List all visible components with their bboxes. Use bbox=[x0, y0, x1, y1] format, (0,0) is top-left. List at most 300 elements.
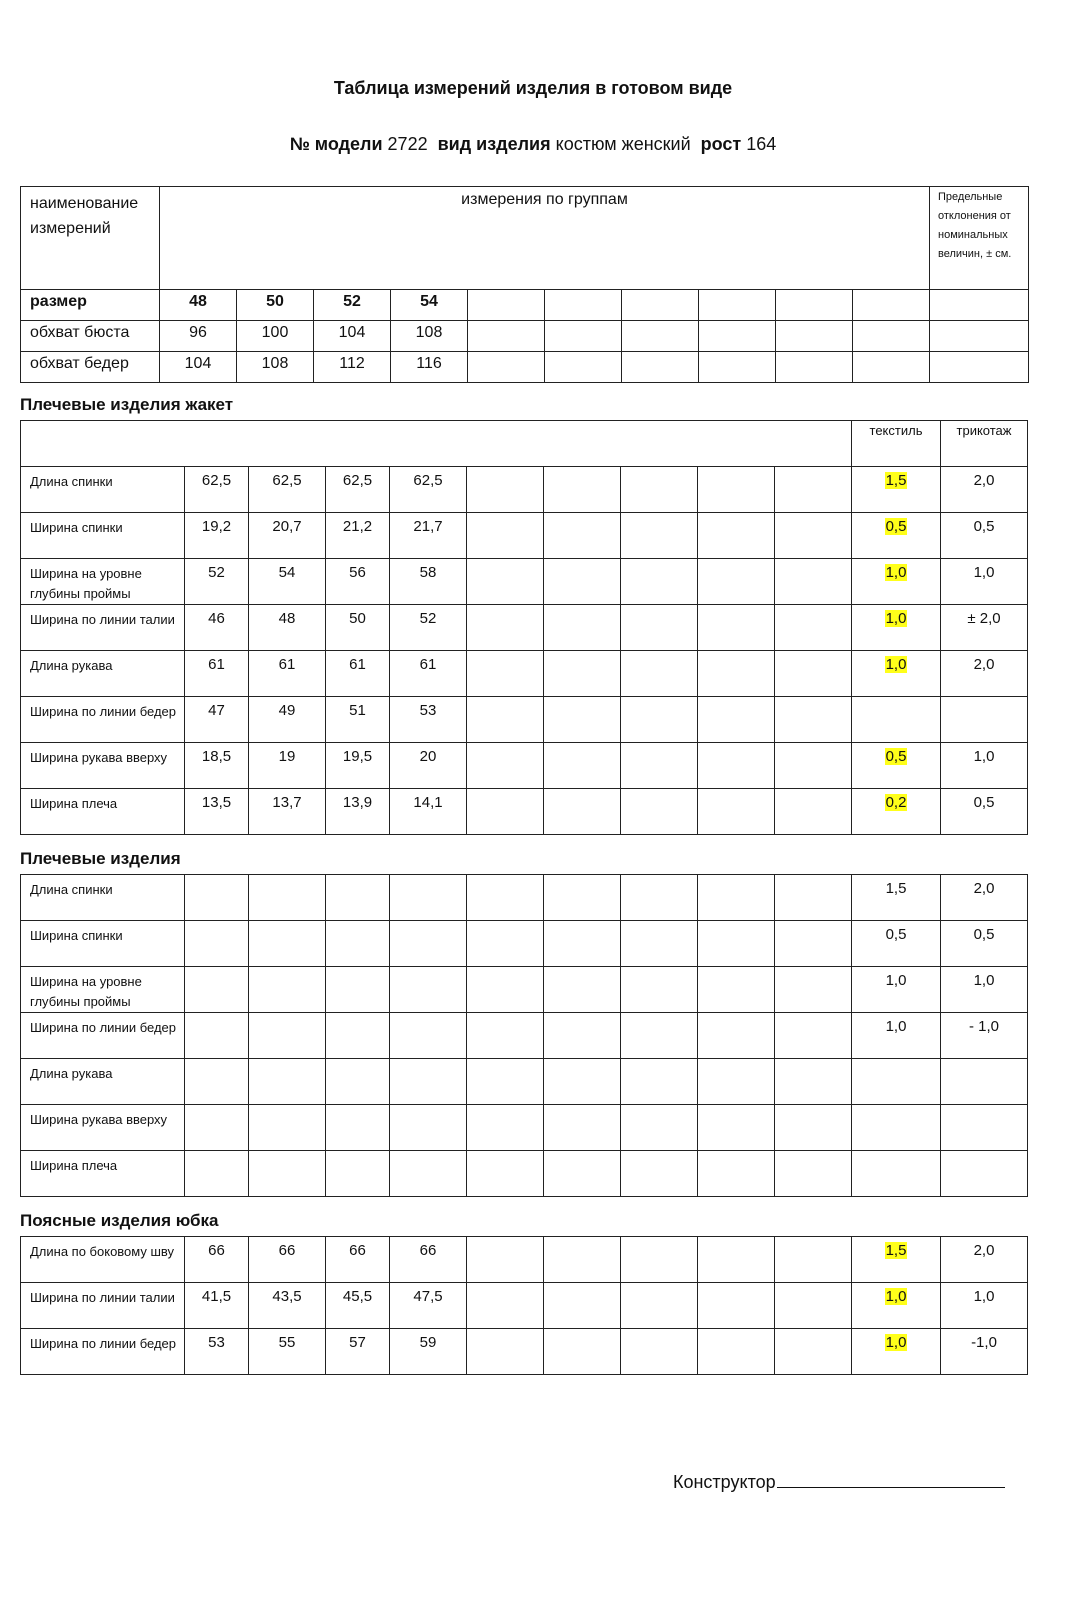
knit-cell-value: ± 2,0 bbox=[967, 610, 1001, 627]
table-row bbox=[21, 513, 1028, 559]
value-cell bbox=[544, 1151, 621, 1197]
table-row bbox=[21, 1105, 1028, 1151]
value-cell bbox=[621, 651, 698, 697]
value-cell bbox=[621, 1237, 698, 1283]
textile-cell bbox=[852, 467, 941, 513]
row-label: обхват бедер bbox=[21, 352, 160, 383]
value-cell: 13,5 bbox=[185, 789, 249, 835]
kind-label: вид изделия bbox=[437, 134, 551, 154]
value-cell bbox=[621, 1059, 698, 1105]
value-cell bbox=[467, 559, 544, 605]
summary-table bbox=[20, 186, 1029, 383]
table-row bbox=[21, 697, 1028, 743]
knit-cell-value: 0,5 bbox=[973, 518, 995, 535]
value-cell bbox=[544, 559, 621, 605]
value-cell bbox=[698, 1237, 775, 1283]
value-cell: 52 bbox=[185, 559, 249, 605]
deviation-cell bbox=[930, 290, 1029, 321]
value-cell bbox=[544, 1013, 621, 1059]
value-cell bbox=[621, 1151, 698, 1197]
value-cell bbox=[185, 921, 249, 967]
value-cell: 21,2 bbox=[326, 513, 390, 559]
height-value: 164 bbox=[746, 134, 777, 154]
value-cell bbox=[467, 875, 544, 921]
textile-cell-value: 1,0 bbox=[885, 1334, 907, 1351]
model-label: № модели bbox=[289, 134, 383, 154]
table-row bbox=[21, 1283, 1028, 1329]
value-cell: 50 bbox=[237, 290, 314, 321]
value-cell bbox=[390, 1059, 467, 1105]
textile-cell bbox=[852, 1059, 941, 1105]
value-cell: 108 bbox=[391, 321, 468, 352]
value-cell: 47 bbox=[185, 697, 249, 743]
value-cell bbox=[544, 605, 621, 651]
value-cell bbox=[621, 967, 698, 1013]
value-cell bbox=[249, 1105, 326, 1151]
value-cell: 66 bbox=[390, 1237, 467, 1283]
value-cell bbox=[467, 651, 544, 697]
value-cell bbox=[698, 1013, 775, 1059]
table-row bbox=[21, 1237, 1028, 1283]
value-cell: 54 bbox=[391, 290, 468, 321]
value-cell bbox=[467, 513, 544, 559]
value-cell bbox=[467, 1105, 544, 1151]
knit-cell-value: 1,0 bbox=[973, 1288, 995, 1305]
jacket-heading: Плечевые изделия жакет bbox=[20, 395, 234, 414]
value-cell bbox=[468, 290, 545, 321]
value-cell: 116 bbox=[391, 352, 468, 383]
textile-cell bbox=[852, 743, 941, 789]
value-cell bbox=[185, 1151, 249, 1197]
value-cell bbox=[698, 1329, 775, 1375]
table-row bbox=[21, 651, 1028, 697]
value-cell: 49 bbox=[249, 697, 326, 743]
value-cell: 53 bbox=[390, 697, 467, 743]
value-cell bbox=[621, 559, 698, 605]
value-cell bbox=[621, 1105, 698, 1151]
value-cell: 66 bbox=[249, 1237, 326, 1283]
value-cell bbox=[390, 1105, 467, 1151]
knit-cell-value: - 1,0 bbox=[968, 1018, 999, 1035]
textile-cell-value: 0,5 bbox=[885, 518, 907, 535]
value-cell bbox=[775, 1237, 852, 1283]
value-cell bbox=[621, 605, 698, 651]
textile-cell-value: 1,0 bbox=[885, 1288, 907, 1305]
value-cell: 56 bbox=[326, 559, 390, 605]
value-cell: 66 bbox=[185, 1237, 249, 1283]
value-cell: 52 bbox=[314, 290, 391, 321]
value-cell: 48 bbox=[249, 605, 326, 651]
textile-cell-value: 1,0 bbox=[885, 656, 907, 673]
textile-cell bbox=[852, 1329, 941, 1375]
skirt-heading: Поясные изделия юбка bbox=[20, 1211, 219, 1230]
table-row bbox=[21, 321, 1029, 352]
value-cell bbox=[545, 290, 622, 321]
value-cell bbox=[544, 1329, 621, 1375]
knit-cell-value: -1,0 bbox=[971, 1334, 997, 1351]
textile-cell-value: 0,2 bbox=[885, 794, 907, 811]
value-cell bbox=[390, 875, 467, 921]
textile-cell bbox=[852, 513, 941, 559]
shoulder-table bbox=[20, 874, 1028, 1197]
value-cell: 57 bbox=[326, 1329, 390, 1375]
value-cell bbox=[775, 1329, 852, 1375]
value-cell bbox=[467, 789, 544, 835]
value-cell: 96 bbox=[160, 321, 237, 352]
deviation-header: Предельные отклонения от номинальных величин, ± см. bbox=[930, 187, 1029, 290]
value-cell bbox=[775, 467, 852, 513]
knit-cell bbox=[941, 1237, 1028, 1283]
knit-cell bbox=[941, 559, 1028, 605]
row-label: Длина рукава bbox=[21, 1059, 185, 1105]
textile-cell-value: 1,0 bbox=[885, 610, 907, 627]
value-cell bbox=[544, 1237, 621, 1283]
value-cell bbox=[621, 513, 698, 559]
value-cell bbox=[775, 921, 852, 967]
row-label: Ширина рукава вверху bbox=[21, 1105, 185, 1151]
value-cell bbox=[544, 1059, 621, 1105]
signature bbox=[673, 1469, 1005, 1493]
knit-cell bbox=[941, 697, 1028, 743]
knit-cell bbox=[941, 651, 1028, 697]
value-cell bbox=[775, 605, 852, 651]
knit-cell bbox=[941, 467, 1028, 513]
value-cell: 53 bbox=[185, 1329, 249, 1375]
value-cell bbox=[775, 1105, 852, 1151]
value-cell bbox=[544, 743, 621, 789]
textile-cell bbox=[852, 789, 941, 835]
value-cell bbox=[467, 1329, 544, 1375]
textile-cell-value: 1,5 bbox=[885, 1242, 907, 1259]
value-cell bbox=[775, 875, 852, 921]
value-cell bbox=[698, 513, 775, 559]
table-row bbox=[21, 1013, 1028, 1059]
value-cell bbox=[249, 1013, 326, 1059]
value-cell bbox=[775, 1151, 852, 1197]
value-cell bbox=[698, 743, 775, 789]
value-cell bbox=[776, 352, 853, 383]
knit-cell bbox=[941, 513, 1028, 559]
value-cell: 61 bbox=[185, 651, 249, 697]
knit-cell bbox=[941, 743, 1028, 789]
value-cell bbox=[467, 743, 544, 789]
value-cell bbox=[775, 559, 852, 605]
knit-cell-value: 2,0 bbox=[973, 1242, 995, 1259]
value-cell bbox=[326, 967, 390, 1013]
value-cell bbox=[544, 1283, 621, 1329]
value-cell bbox=[776, 290, 853, 321]
textile-cell bbox=[852, 1105, 941, 1151]
value-cell: 48 bbox=[160, 290, 237, 321]
value-cell: 18,5 bbox=[185, 743, 249, 789]
skirt-table bbox=[20, 1236, 1028, 1375]
textile-cell-value: 1,5 bbox=[885, 880, 907, 897]
value-cell: 50 bbox=[326, 605, 390, 651]
value-cell bbox=[622, 352, 699, 383]
knit-cell bbox=[941, 1283, 1028, 1329]
value-cell bbox=[467, 1013, 544, 1059]
value-cell bbox=[698, 559, 775, 605]
table-row bbox=[21, 1059, 1028, 1105]
value-cell bbox=[775, 789, 852, 835]
knit-cell bbox=[941, 1013, 1028, 1059]
value-cell: 108 bbox=[237, 352, 314, 383]
value-cell: 14,1 bbox=[390, 789, 467, 835]
value-cell bbox=[185, 1105, 249, 1151]
value-cell bbox=[775, 513, 852, 559]
value-cell bbox=[775, 743, 852, 789]
value-cell bbox=[544, 789, 621, 835]
value-cell bbox=[698, 967, 775, 1013]
textile-cell-value: 1,0 bbox=[885, 564, 907, 581]
value-cell bbox=[775, 697, 852, 743]
value-cell bbox=[544, 697, 621, 743]
value-cell bbox=[185, 1059, 249, 1105]
value-cell bbox=[776, 321, 853, 352]
value-cell bbox=[545, 321, 622, 352]
value-cell bbox=[326, 1059, 390, 1105]
value-cell bbox=[621, 1329, 698, 1375]
table-row bbox=[21, 875, 1028, 921]
value-cell bbox=[853, 290, 930, 321]
value-cell bbox=[698, 651, 775, 697]
value-cell bbox=[853, 352, 930, 383]
knit-cell-value: 2,0 bbox=[973, 880, 995, 897]
knit-cell-value: 1,0 bbox=[973, 972, 995, 989]
value-cell bbox=[698, 467, 775, 513]
kind-value: костюм женский bbox=[555, 134, 691, 154]
value-cell: 58 bbox=[390, 559, 467, 605]
textile-cell bbox=[852, 967, 941, 1013]
deviation-cell bbox=[930, 352, 1029, 383]
value-cell bbox=[775, 967, 852, 1013]
value-cell: 54 bbox=[249, 559, 326, 605]
value-cell bbox=[698, 1059, 775, 1105]
knit-cell-value: 1,0 bbox=[973, 564, 995, 581]
value-cell: 55 bbox=[249, 1329, 326, 1375]
row-label: Ширина по линии бедер bbox=[21, 1013, 185, 1059]
knit-cell bbox=[941, 1059, 1028, 1105]
value-cell: 52 bbox=[390, 605, 467, 651]
value-cell: 47,5 bbox=[390, 1283, 467, 1329]
table-row bbox=[21, 605, 1028, 651]
value-cell bbox=[622, 290, 699, 321]
deviation-cell bbox=[930, 321, 1029, 352]
knit-cell bbox=[941, 789, 1028, 835]
knit-cell-value: 0,5 bbox=[973, 794, 995, 811]
value-cell bbox=[390, 1151, 467, 1197]
row-label: Ширина на уровне глубины проймы bbox=[21, 559, 185, 605]
textile-cell bbox=[852, 1151, 941, 1197]
row-label: Ширина рукава вверху bbox=[21, 743, 185, 789]
textile-cell-value: 1,0 bbox=[885, 1018, 907, 1035]
value-cell: 19 bbox=[249, 743, 326, 789]
value-cell bbox=[544, 921, 621, 967]
value-cell: 20,7 bbox=[249, 513, 326, 559]
value-cell bbox=[467, 605, 544, 651]
groups-header: измерения по группам bbox=[160, 187, 930, 290]
row-label: Ширина спинки bbox=[21, 513, 185, 559]
value-cell: 104 bbox=[160, 352, 237, 383]
value-cell bbox=[621, 1013, 698, 1059]
value-cell bbox=[698, 605, 775, 651]
textile-cell bbox=[852, 921, 941, 967]
textile-cell bbox=[852, 559, 941, 605]
value-cell: 20 bbox=[390, 743, 467, 789]
value-cell: 104 bbox=[314, 321, 391, 352]
name-header: наименование измерений bbox=[21, 187, 160, 290]
value-cell bbox=[326, 921, 390, 967]
value-cell bbox=[544, 1105, 621, 1151]
row-label: Ширина по линии талии bbox=[21, 605, 185, 651]
knit-cell bbox=[941, 1105, 1028, 1151]
value-cell: 41,5 bbox=[185, 1283, 249, 1329]
value-cell bbox=[326, 1105, 390, 1151]
row-label: обхват бюста bbox=[21, 321, 160, 352]
value-cell: 13,7 bbox=[249, 789, 326, 835]
value-cell bbox=[698, 921, 775, 967]
textile-cell bbox=[852, 1013, 941, 1059]
row-label: Ширина по линии бедер bbox=[21, 1329, 185, 1375]
row-label: Ширина плеча bbox=[21, 1151, 185, 1197]
row-label: Длина по боковому шву bbox=[21, 1237, 185, 1283]
value-cell: 13,9 bbox=[326, 789, 390, 835]
value-cell bbox=[621, 697, 698, 743]
value-cell bbox=[467, 1151, 544, 1197]
textile-header: текстиль bbox=[852, 421, 941, 467]
value-cell: 112 bbox=[314, 352, 391, 383]
knit-header: трикотаж bbox=[941, 421, 1028, 467]
row-label: Длина рукава bbox=[21, 651, 185, 697]
textile-cell-value: 1,5 bbox=[885, 472, 907, 489]
value-cell bbox=[621, 875, 698, 921]
value-cell bbox=[467, 921, 544, 967]
value-cell bbox=[698, 1283, 775, 1329]
value-cell bbox=[390, 967, 467, 1013]
row-label: Ширина на уровне глубины проймы bbox=[21, 967, 185, 1013]
value-cell bbox=[544, 651, 621, 697]
value-cell bbox=[621, 789, 698, 835]
value-cell bbox=[249, 1059, 326, 1105]
row-label: Ширина спинки bbox=[21, 921, 185, 967]
value-cell bbox=[775, 1059, 852, 1105]
value-cell bbox=[185, 967, 249, 1013]
row-label: Ширина по линии бедер bbox=[21, 697, 185, 743]
value-cell bbox=[326, 1013, 390, 1059]
value-cell: 62,5 bbox=[390, 467, 467, 513]
value-cell bbox=[699, 352, 776, 383]
value-cell bbox=[390, 921, 467, 967]
textile-cell-value: 0,5 bbox=[885, 926, 907, 943]
knit-cell-value: 2,0 bbox=[973, 472, 995, 489]
value-cell bbox=[698, 697, 775, 743]
value-cell bbox=[544, 513, 621, 559]
value-cell: 100 bbox=[237, 321, 314, 352]
value-cell: 51 bbox=[326, 697, 390, 743]
knit-cell bbox=[941, 1151, 1028, 1197]
table-row bbox=[21, 467, 1028, 513]
table-row bbox=[21, 1151, 1028, 1197]
value-cell bbox=[698, 789, 775, 835]
value-cell bbox=[185, 1013, 249, 1059]
textile-cell bbox=[852, 1283, 941, 1329]
value-cell: 66 bbox=[326, 1237, 390, 1283]
value-cell bbox=[853, 321, 930, 352]
knit-cell-value: 0,5 bbox=[973, 926, 995, 943]
value-cell: 62,5 bbox=[249, 467, 326, 513]
value-cell bbox=[390, 1013, 467, 1059]
textile-cell bbox=[852, 605, 941, 651]
value-cell bbox=[621, 743, 698, 789]
value-cell bbox=[467, 967, 544, 1013]
value-cell bbox=[621, 467, 698, 513]
value-cell: 45,5 bbox=[326, 1283, 390, 1329]
textile-cell bbox=[852, 875, 941, 921]
textile-cell-value: 1,0 bbox=[885, 972, 907, 989]
value-cell bbox=[699, 321, 776, 352]
table-row bbox=[21, 743, 1028, 789]
value-cell bbox=[468, 321, 545, 352]
value-cell: 19,2 bbox=[185, 513, 249, 559]
height-label: рост bbox=[700, 134, 742, 154]
knit-cell-value: 2,0 bbox=[973, 656, 995, 673]
table-row bbox=[21, 559, 1028, 605]
value-cell bbox=[467, 697, 544, 743]
value-cell bbox=[621, 1283, 698, 1329]
row-label: Ширина плеча bbox=[21, 789, 185, 835]
value-cell bbox=[249, 967, 326, 1013]
table-row bbox=[21, 921, 1028, 967]
textile-cell bbox=[852, 697, 941, 743]
value-cell bbox=[698, 875, 775, 921]
value-cell bbox=[467, 467, 544, 513]
value-cell bbox=[326, 875, 390, 921]
textile-cell bbox=[852, 651, 941, 697]
value-cell: 61 bbox=[390, 651, 467, 697]
row-label: Ширина по линии талии bbox=[21, 1283, 185, 1329]
knit-cell bbox=[941, 875, 1028, 921]
table-row bbox=[21, 789, 1028, 835]
signature-line bbox=[777, 1469, 1005, 1488]
table-row bbox=[21, 967, 1028, 1013]
value-cell: 62,5 bbox=[326, 467, 390, 513]
value-cell bbox=[467, 1237, 544, 1283]
jacket-table bbox=[20, 420, 1028, 835]
value-cell: 19,5 bbox=[326, 743, 390, 789]
document-title: Таблица измерений изделия в готовом виде bbox=[333, 78, 733, 98]
value-cell bbox=[249, 875, 326, 921]
value-cell bbox=[698, 1151, 775, 1197]
textile-cell-value: 0,5 bbox=[885, 748, 907, 765]
value-cell: 59 bbox=[390, 1329, 467, 1375]
shoulder-heading: Плечевые изделия bbox=[20, 849, 181, 868]
textile-cell bbox=[852, 1237, 941, 1283]
table-row bbox=[21, 1329, 1028, 1375]
value-cell bbox=[249, 921, 326, 967]
value-cell bbox=[544, 467, 621, 513]
value-cell bbox=[775, 651, 852, 697]
document-subtitle bbox=[0, 134, 1066, 155]
value-cell: 46 bbox=[185, 605, 249, 651]
value-cell bbox=[698, 1105, 775, 1151]
value-cell bbox=[622, 321, 699, 352]
value-cell bbox=[621, 921, 698, 967]
model-value: 2722 bbox=[387, 134, 428, 154]
value-cell: 62,5 bbox=[185, 467, 249, 513]
value-cell bbox=[467, 1283, 544, 1329]
value-cell bbox=[544, 967, 621, 1013]
row-label: Длина спинки bbox=[21, 467, 185, 513]
